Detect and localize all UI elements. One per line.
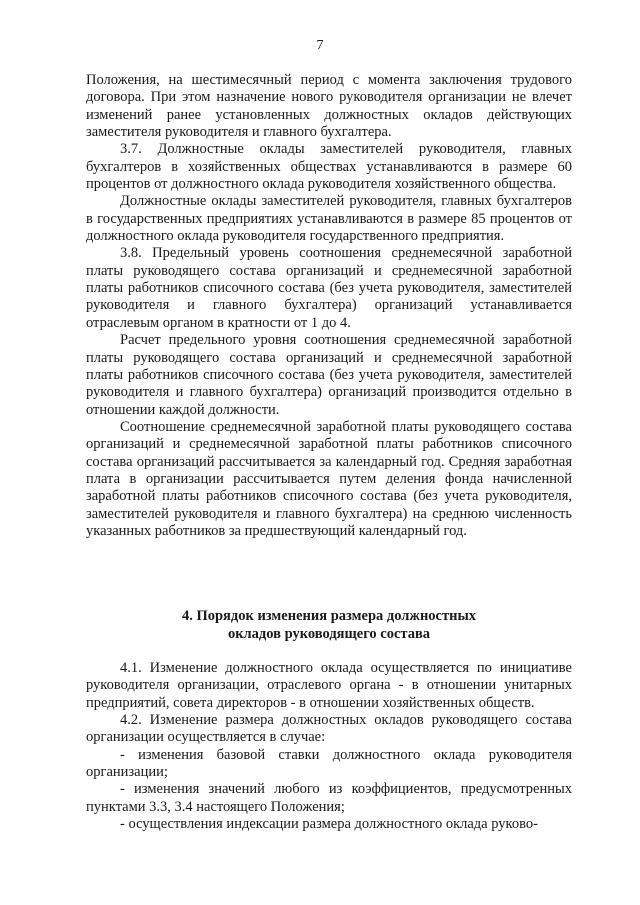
paragraph-calculation: Расчет предельного уровня соотношения среднемесячной заработной платы руководящего состава организаций и среднемесячной заработной платы работников списочного состава (без учета руководителя, заместителей руководителя и главного бухгалтера) организаций производится отдельно в отношении каждой должности.: [86, 332, 572, 418]
paragraph-4-2: 4.2. Изменение размера должностных окладов руководящего состава организации осуществляется в случае:: [86, 712, 572, 746]
body-text-top: [86, 72, 572, 540]
section-heading: [86, 608, 572, 643]
list-item-coefficients: - изменения значений любого из коэффициентов, предусмотренных пунктами 3.3, 3.4 настоящего Положения;: [86, 781, 572, 815]
section-heading-line-2: окладов руководящего состава: [227, 625, 431, 642]
section-heading-line-1: 4. Порядок изменения размера должностных: [181, 608, 477, 624]
paragraph-3-7: 3.7. Должностные оклады заместителей руководителя, главных бухгалтеров в хозяйственных обществах устанавливаются в размере 60 процентов от должностного оклада руководителя хозяйственного общества.: [86, 141, 572, 193]
paragraph-3-8: 3.8. Предельный уровень соотношения среднемесячной заработной платы руководящего состава организаций и среднемесячной заработной платы работников списочного состава (без учета руководителя, заместителей руководителя и главного бухгалтера) организаций устанавливается отраслевым органом в кратности от 1 до 4.: [86, 245, 572, 331]
list-item-indexation: - осуществления индексации размера должностного оклада руково-: [120, 816, 538, 833]
paragraph-state-enterprises: Должностные оклады заместителей руководителя, главных бухгалтеров в государственных предприятиях устанавливаются в размере 85 процентов от должностного оклада руководителя государственного предприятия.: [86, 193, 572, 245]
paragraph-4-1: 4.1. Изменение должностного оклада осуществляется по инициативе руководителя организации, отраслевого органа - в отношении унитарных предприятий, совета директоров - в отношении хозяйственных обществ.: [86, 660, 572, 711]
paragraph-continuation: Положения, на шестимесячный период с момента заключения трудового договора. При этом назначение нового руководителя организации не влечет изменений ранее установленных должностных окладов действующих заместителя руководителя и главного бухгалтера.: [86, 72, 572, 141]
paragraph-ratio: Соотношение среднемесячной заработной платы руководящего состава организаций и среднемесячной заработной платы работников списочного состава организаций рассчитывается за календарный год. Средняя заработная плата в организации рассчитывается путем деления фонда начисленной заработной платы работников списочного состава (без учета руководителя, заместителей руководителя и главного бухгалтера) на среднюю численность указанных работников за предшествующий календарный год.: [86, 418, 572, 539]
page-number: 7: [316, 38, 324, 53]
body-text-section-4: [86, 660, 572, 833]
list-item-base-rate: - изменения базовой ставки должностного оклада руководителя организации;: [86, 746, 572, 781]
